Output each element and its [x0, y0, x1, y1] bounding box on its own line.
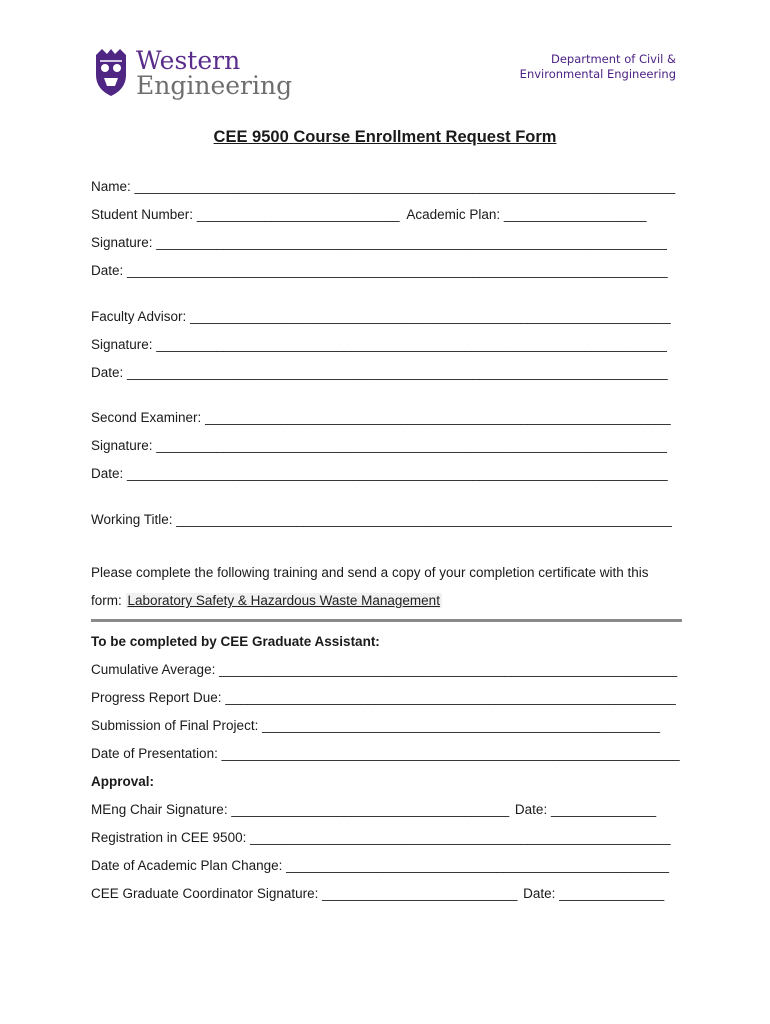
- advisor-date-row: [91, 365, 668, 380]
- advisor-signature-label: Signature:: [91, 337, 153, 352]
- department-line-2: Environmental Engineering: [519, 67, 676, 81]
- western-engineering-logo: [93, 48, 293, 104]
- advisor-signature-row: [91, 337, 667, 352]
- plan-change-label: Date of Academic Plan Change:: [91, 858, 283, 873]
- advisor-signature-field[interactable]: ____________________________________________________________________: [156, 337, 667, 352]
- coordinator-label: CEE Graduate Coordinator Signature:: [91, 886, 319, 901]
- academic-plan-field[interactable]: ___________________: [503, 207, 647, 222]
- submission-label: Submission of Final Project:: [91, 718, 259, 733]
- registration-field[interactable]: ________________________________________________________: [250, 830, 671, 845]
- examiner-date-field[interactable]: ________________________________________________________________________: [127, 466, 668, 481]
- meng-chair-row: [91, 802, 656, 817]
- logo-line-western: Western: [136, 46, 241, 75]
- progress-report-field[interactable]: ____________________________________________________________: [225, 690, 676, 705]
- meng-date-field[interactable]: ______________: [550, 802, 657, 817]
- second-examiner-field[interactable]: ______________________________________________________________: [205, 410, 671, 425]
- training-instructions: [91, 559, 649, 615]
- student-number-label: Student Number:: [91, 207, 194, 222]
- graduate-assistant-heading: To be completed by CEE Graduate Assistant:: [91, 634, 380, 649]
- meng-chair-label: MEng Chair Signature:: [91, 802, 228, 817]
- academic-plan-label: Academic Plan:: [406, 207, 501, 222]
- cumulative-average-row: [91, 662, 677, 677]
- student-date-field[interactable]: ________________________________________________________________________: [127, 263, 668, 278]
- presentation-label: Date of Presentation:: [91, 746, 218, 761]
- meng-chair-field[interactable]: _____________________________________: [231, 802, 510, 817]
- logo-wordmark: [136, 48, 292, 98]
- coordinator-date-field[interactable]: ______________: [559, 886, 665, 901]
- progress-report-row: [91, 690, 676, 705]
- student-date-label: Date:: [91, 263, 124, 278]
- submission-row: [91, 718, 660, 733]
- training-link[interactable]: Laboratory Safety & Hazardous Waste Management: [127, 593, 440, 608]
- approval-heading: Approval:: [91, 774, 155, 789]
- student-number-row: [91, 207, 647, 222]
- cumulative-average-label: Cumulative Average:: [91, 662, 216, 677]
- examiner-signature-label: Signature:: [91, 438, 153, 453]
- student-signature-label: Signature:: [91, 235, 153, 250]
- student-signature-row: [91, 235, 667, 250]
- training-text-line-1: Please complete the following training and send a copy of your completion certificate with this: [91, 565, 649, 580]
- examiner-signature-field[interactable]: ____________________________________________________________________: [156, 438, 667, 453]
- working-title-label: Working Title:: [91, 512, 173, 527]
- examiner-date-label: Date:: [91, 466, 124, 481]
- advisor-date-field[interactable]: ________________________________________________________________________: [127, 365, 668, 380]
- presentation-field[interactable]: _____________________________________________________________: [221, 746, 680, 761]
- plan-change-row: [91, 858, 669, 873]
- registration-row: [91, 830, 671, 845]
- name-label: Name:: [91, 179, 131, 194]
- examiner-date-row: [91, 466, 668, 481]
- second-examiner-label: Second Examiner:: [91, 410, 202, 425]
- student-date-row: [91, 263, 668, 278]
- second-examiner-row: [91, 410, 671, 425]
- registration-label: Registration in CEE 9500:: [91, 830, 247, 845]
- section-divider: [91, 619, 682, 622]
- university-crest-icon: [93, 48, 129, 98]
- logo-line-engineering: Engineering: [136, 71, 293, 100]
- student-signature-field[interactable]: ____________________________________________________________________: [156, 235, 667, 250]
- examiner-signature-row: [91, 438, 667, 453]
- form-title: CEE 9500 Course Enrollment Request Form: [213, 128, 557, 146]
- department-line-1: Department of Civil &: [550, 52, 676, 66]
- faculty-advisor-row: [91, 309, 671, 324]
- name-field[interactable]: ________________________________________________________________________: [134, 179, 676, 194]
- coordinator-date-label: Date:: [523, 886, 556, 901]
- training-text-line-2: [91, 587, 649, 615]
- faculty-advisor-field[interactable]: ________________________________________________________________: [190, 309, 671, 324]
- name-row: [91, 179, 675, 194]
- presentation-row: [91, 746, 680, 761]
- meng-date-label: Date:: [514, 802, 548, 817]
- working-title-field[interactable]: __________________________________________________________________: [176, 512, 672, 527]
- student-number-field[interactable]: ___________________________: [196, 207, 400, 222]
- submission-field[interactable]: _____________________________________________________: [262, 718, 661, 733]
- faculty-advisor-label: Faculty Advisor:: [91, 309, 187, 324]
- advisor-date-label: Date:: [91, 365, 124, 380]
- plan-change-field[interactable]: ___________________________________________________: [286, 858, 670, 873]
- coordinator-field[interactable]: __________________________: [322, 886, 518, 901]
- coordinator-row: [91, 886, 664, 901]
- cumulative-average-field[interactable]: _____________________________________________________________: [219, 662, 678, 677]
- training-form-prefix: form:: [91, 593, 122, 608]
- working-title-row: [91, 512, 672, 527]
- department-name: [520, 52, 676, 82]
- progress-report-label: Progress Report Due:: [91, 690, 222, 705]
